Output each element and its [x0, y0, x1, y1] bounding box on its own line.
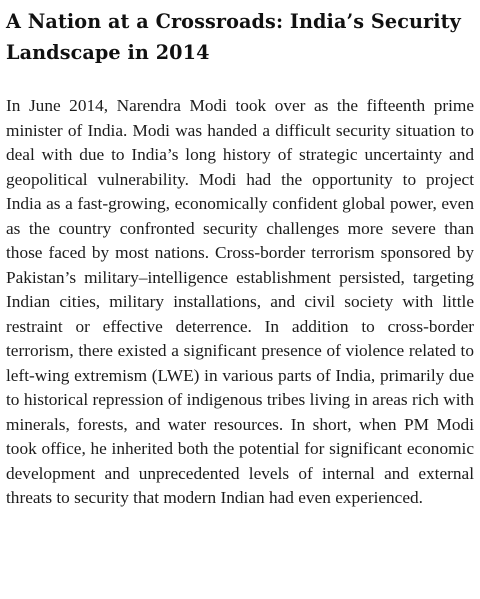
body-paragraph: In June 2014, Narendra Modi took over as the fifteenth prime minister of India. Modi was handed a difficult security situation to deal with due to India’s long history of strategic uncertainty and geopolitical vulnerability. Modi had the opportunity to project India as a fast-growing, economically confident global power, even as the country confronted security challenges more severe than those faced by most nations. Cross-border terrorism sponsored by Pakistan’s military–intelligence establishment persisted, targeting Indian cities, military installations, and civil society with little restraint or effective deterrence. In addition to cross-border terrorism, there existed a significant presence of violence related to left-wing extremism (LWE) in various parts of India, primarily due to historical repression of indigenous tribes living in areas rich with minerals, forests, and water resources. In short, when PM Modi took office, he inherited both the potential for significant economic development and unprecedented levels of internal and external threats to security that modern Indian had even experienced.: [6, 96, 474, 507]
document-title: A Nation at a Crossroads: India’s Security Landscape in 2014: [6, 10, 461, 64]
